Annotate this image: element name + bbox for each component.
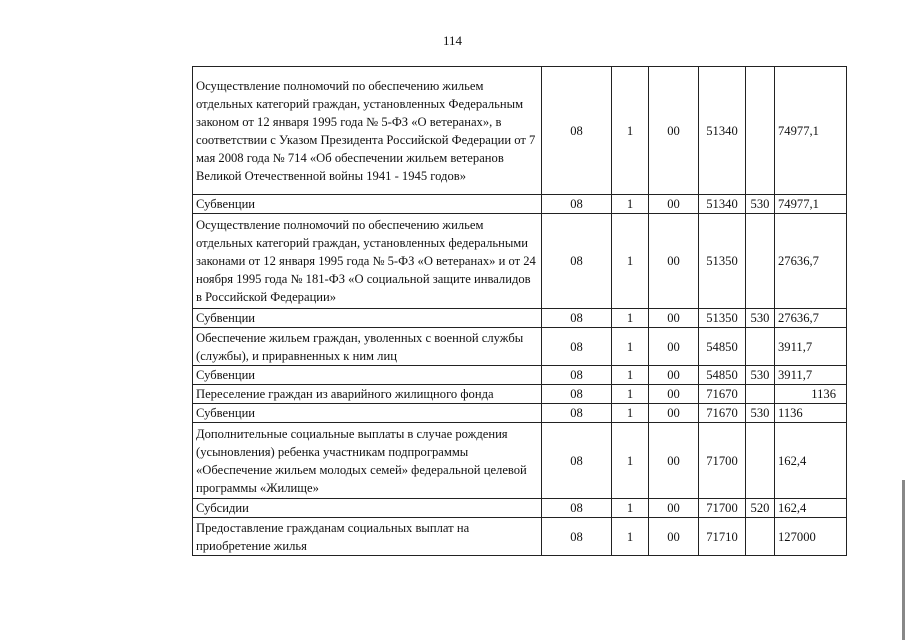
- cell-subsection: 1: [612, 423, 649, 499]
- cell-program: 00: [649, 195, 699, 214]
- cell-program: 00: [649, 214, 699, 309]
- cell-section: 08: [542, 423, 612, 499]
- cell-expense-type: 530: [746, 309, 775, 328]
- cell-section: 08: [542, 518, 612, 556]
- cell-section: 08: [542, 309, 612, 328]
- budget-table: [192, 66, 847, 556]
- row-description: Субсидии: [193, 499, 542, 518]
- cell-expense-type: 530: [746, 195, 775, 214]
- cell-expense-type: 530: [746, 366, 775, 385]
- cell-subsection: 1: [612, 385, 649, 404]
- table-row: [193, 499, 847, 518]
- cell-subsection: 1: [612, 518, 649, 556]
- cell-section: 08: [542, 195, 612, 214]
- table-row: [193, 518, 847, 556]
- cell-target-code: 71710: [699, 518, 746, 556]
- cell-target-code: 54850: [699, 328, 746, 366]
- cell-amount: 3911,7: [775, 366, 847, 385]
- row-description: Предоставление гражданам социальных выплат на приобретение жилья: [193, 518, 542, 556]
- cell-amount: 162,4: [775, 423, 847, 499]
- cell-subsection: 1: [612, 404, 649, 423]
- table-row: [193, 214, 847, 309]
- cell-target-code: 51340: [699, 67, 746, 195]
- row-description: Субвенции: [193, 366, 542, 385]
- row-description: Обеспечение жильем граждан, уволенных с военной службы (службы), и приравненных к ним лиц: [193, 328, 542, 366]
- row-description: Осуществление полномочий по обеспечению жильем отдельных категорий граждан, установленных федеральными законами от 12 января 1995 года № 5-ФЗ «О ветеранах» и от 24 ноября 1995 года № 181-ФЗ «О социальной защите инвалидов в Российской Федерации»: [193, 214, 542, 309]
- cell-subsection: 1: [612, 309, 649, 328]
- cell-amount: 127000: [775, 518, 847, 556]
- cell-amount: 27636,7: [775, 214, 847, 309]
- row-description: Переселение граждан из аварийного жилищного фонда: [193, 385, 542, 404]
- table-row: [193, 195, 847, 214]
- table-row: [193, 385, 847, 404]
- cell-program: 00: [649, 423, 699, 499]
- table-row: [193, 423, 847, 499]
- page-number: 114: [442, 33, 463, 48]
- cell-expense-type: 520: [746, 499, 775, 518]
- cell-expense-type: [746, 518, 775, 556]
- row-description: Субвенции: [193, 309, 542, 328]
- cell-program: 00: [649, 67, 699, 195]
- cell-section: 08: [542, 214, 612, 309]
- cell-target-code: 71670: [699, 404, 746, 423]
- cell-subsection: 1: [612, 328, 649, 366]
- cell-expense-type: 530: [746, 404, 775, 423]
- cell-target-code: 51350: [699, 214, 746, 309]
- cell-target-code: 51340: [699, 195, 746, 214]
- cell-amount: 162,4: [775, 499, 847, 518]
- cell-program: 00: [649, 328, 699, 366]
- cell-expense-type: [746, 385, 775, 404]
- cell-target-code: 51350: [699, 309, 746, 328]
- row-description: Осуществление полномочий по обеспечению жильем отдельных категорий граждан, установленных Федеральным законом от 12 января 1995 года № 5-ФЗ «О ветеранах», в соответствии с Указом Президента Российской Федерации от 7 мая 2008 года № 714 «Об обеспечении жильем ветеранов Великой Отечественной войны 1941 - 1945 годов»: [193, 67, 542, 195]
- cell-amount: 3911,7: [775, 328, 847, 366]
- cell-program: 00: [649, 499, 699, 518]
- cell-amount: 1136: [775, 404, 847, 423]
- cell-expense-type: [746, 423, 775, 499]
- cell-section: 08: [542, 67, 612, 195]
- cell-section: 08: [542, 404, 612, 423]
- cell-subsection: 1: [612, 195, 649, 214]
- table-row: [193, 67, 847, 195]
- cell-amount: 27636,7: [775, 309, 847, 328]
- cell-amount: 74977,1: [775, 195, 847, 214]
- table-row: [193, 309, 847, 328]
- cell-program: 00: [649, 309, 699, 328]
- row-description: Дополнительные социальные выплаты в случае рождения (усыновления) ребенка участникам подпрограммы «Обеспечение жильем молодых семей» федеральной целевой программы «Жилище»: [193, 423, 542, 499]
- cell-amount: 74977,1: [775, 67, 847, 195]
- table-row: [193, 328, 847, 366]
- cell-expense-type: [746, 214, 775, 309]
- cell-subsection: 1: [612, 366, 649, 385]
- row-description: Субвенции: [193, 195, 542, 214]
- cell-expense-type: [746, 67, 775, 195]
- cell-program: 00: [649, 366, 699, 385]
- cell-section: 08: [542, 499, 612, 518]
- table-row: [193, 404, 847, 423]
- cell-subsection: 1: [612, 67, 649, 195]
- cell-expense-type: [746, 328, 775, 366]
- cell-subsection: 1: [612, 499, 649, 518]
- cell-amount: 1136: [775, 385, 847, 404]
- cell-program: 00: [649, 404, 699, 423]
- cell-section: 08: [542, 385, 612, 404]
- cell-target-code: 71700: [699, 423, 746, 499]
- cell-target-code: 71700: [699, 499, 746, 518]
- cell-target-code: 54850: [699, 366, 746, 385]
- row-description: Субвенции: [193, 404, 542, 423]
- cell-subsection: 1: [612, 214, 649, 309]
- cell-program: 00: [649, 385, 699, 404]
- cell-target-code: 71670: [699, 385, 746, 404]
- cell-section: 08: [542, 328, 612, 366]
- cell-section: 08: [542, 366, 612, 385]
- table-row: [193, 366, 847, 385]
- cell-program: 00: [649, 518, 699, 556]
